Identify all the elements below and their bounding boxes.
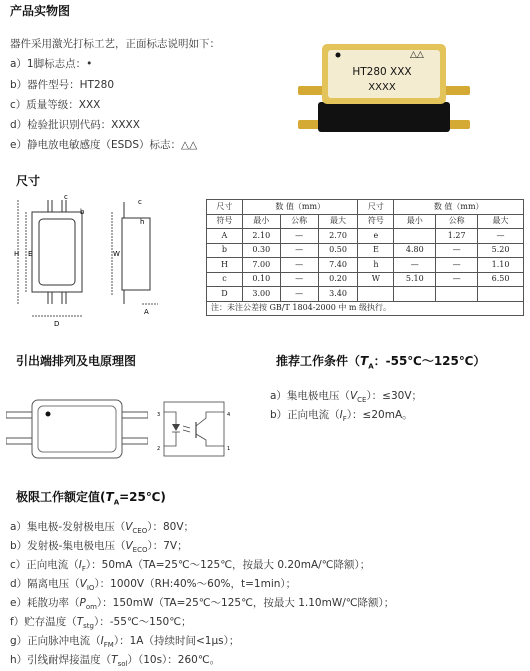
cell: —: [478, 229, 524, 244]
label-h: h: [140, 218, 145, 226]
head-sym-top-left: 尺寸: [207, 200, 243, 215]
cell: 0.50: [318, 243, 358, 258]
rating-pre: f）贮存温度（: [10, 616, 77, 628]
cell: —: [436, 258, 478, 273]
rating-line-f: [10, 614, 192, 630]
head-sym-top-right: 尺寸: [358, 200, 394, 215]
head-val-left: 数 值（mm）: [242, 200, 358, 215]
rating-post: ）（10s）：260℃。: [127, 654, 221, 666]
rating-pre: g）正向脉冲电流（: [10, 635, 101, 647]
rating-post: ）：1000V（RH:40%～60%，t=1min）；: [94, 578, 297, 590]
rating-post: ）：1A（持续时间<1μs）；: [113, 635, 240, 647]
cell: E: [358, 243, 394, 258]
rec-b-prefix: b）正向电流（: [270, 409, 340, 421]
rating-var: I: [100, 635, 104, 647]
label-b: b: [80, 208, 85, 216]
cell: W: [358, 272, 394, 287]
cell: [436, 287, 478, 302]
cell: 0.30: [242, 243, 280, 258]
product-item-e: e）静电放电敏感度（ESDS）标志：△△: [10, 139, 198, 151]
rating-pre: c）正向电流（: [10, 559, 79, 571]
rating-pre: h）引线耐焊接温度（: [10, 654, 112, 666]
recommended-title: [276, 352, 485, 370]
sub-nom-left: 公称: [280, 214, 318, 229]
product-item-a: a）1脚标志点：•: [10, 58, 93, 70]
cell: h: [358, 258, 394, 273]
ratings-title-suffix: =25℃): [119, 490, 166, 504]
chip-marking-line2: XXXX: [368, 82, 396, 93]
cell: [394, 287, 436, 302]
product-intro: 器件采用激光打标工艺，正面标志说明如下：: [10, 38, 220, 50]
cell: 2.70: [318, 229, 358, 244]
dimension-table: [206, 199, 524, 316]
rating-post: ）：7V；: [147, 540, 188, 552]
rec-a-sub: CE: [357, 396, 367, 405]
head-val-right: 数 值（mm）: [394, 200, 524, 215]
recommended-title-prefix: 推荐工作条件（: [276, 354, 361, 368]
table-row: [207, 243, 524, 258]
cell: 1.27: [436, 229, 478, 244]
rating-pre: a）集电极-发射极电压（: [10, 521, 126, 533]
label-E: E: [28, 250, 33, 258]
label-A: A: [144, 308, 149, 316]
rating-var: T: [111, 654, 118, 666]
table-row: [207, 287, 524, 302]
cell: c: [207, 272, 243, 287]
cell: 7.00: [242, 258, 280, 273]
label-H: H: [14, 250, 20, 258]
rating-post: ）：-55℃～150℃；: [93, 616, 192, 628]
cell: 2.10: [242, 229, 280, 244]
cell: —: [436, 243, 478, 258]
rec-a-prefix: a）集电极电压（: [270, 390, 350, 402]
rating-sub: IO: [86, 584, 95, 593]
rec-b-sub: F: [342, 415, 347, 424]
rec-b-suffix: ）：≤20mA。: [346, 409, 413, 421]
pinout-title: 引出端排列及电原理图: [16, 354, 137, 368]
cell: 7.40: [318, 258, 358, 273]
product-item-d: d）检验批识别代码：XXXX: [10, 119, 140, 131]
cell: —: [280, 229, 318, 244]
table-row: [207, 229, 524, 244]
rec-b-var: I: [339, 409, 343, 421]
sub-min-right: 最小: [394, 214, 436, 229]
recommended-title-var: T: [360, 354, 369, 368]
cell: 3.00: [242, 287, 280, 302]
product-item-c: c）质量等级：XXX: [10, 99, 101, 111]
table-row: [207, 258, 524, 273]
rating-pre: d）隔离电压（: [10, 578, 80, 590]
head-sym-bottom-left: 符号: [207, 214, 243, 229]
recommended-line-a: [270, 388, 422, 404]
recommended-title-suffix: ：-55℃～125℃）: [373, 354, 486, 368]
rating-var: I: [78, 559, 82, 571]
rating-sub: om: [85, 603, 97, 612]
sub-nom-right: 公称: [436, 214, 478, 229]
rating-var: V: [125, 540, 133, 552]
schematic-drawing: [156, 398, 232, 460]
cell: —: [436, 272, 478, 287]
cell: —: [280, 243, 318, 258]
rating-pre: b）发射极-集电极电压（: [10, 540, 126, 552]
chip-base: [318, 102, 450, 132]
rating-pre: e）耗散功率（: [10, 597, 80, 609]
rating-line-g: [10, 633, 239, 649]
rating-line-d: [10, 576, 296, 592]
cell: —: [280, 287, 318, 302]
rating-var: V: [125, 521, 133, 533]
rating-var: P: [79, 597, 86, 609]
recommended-line-b: [270, 407, 413, 423]
recommended-title-sub: A: [368, 362, 374, 371]
cell: 6.50: [478, 272, 524, 287]
top-view-body: [39, 219, 75, 285]
cell: 5.10: [394, 272, 436, 287]
side-view-body: [122, 218, 150, 290]
rating-sub: ECO: [132, 546, 148, 555]
head-sym-bottom-right: 符号: [358, 214, 394, 229]
label-W: W: [113, 250, 120, 258]
cell: —: [280, 258, 318, 273]
rating-post: ）：80V；: [147, 521, 195, 533]
cell: 4.80: [394, 243, 436, 258]
dimension-drawing: [12, 192, 162, 332]
rating-sub: FM: [103, 641, 114, 650]
sub-max-right: 最大: [478, 214, 524, 229]
cell: [358, 287, 394, 302]
rating-post: ）：150mW（TA=25℃～125℃，按最大 1.10mW/℃降额）；: [96, 597, 395, 609]
esds-mark: △△: [410, 50, 424, 60]
pin1-dot-icon: [46, 412, 51, 417]
cell: 3.40: [318, 287, 358, 302]
ratings-title-prefix: 极限工作额定值(: [16, 490, 106, 504]
cell: [394, 229, 436, 244]
dimensions-title: 尺寸: [16, 174, 41, 188]
chip-photo: [298, 40, 470, 142]
rating-line-a: [10, 519, 194, 535]
label-D: D: [54, 320, 60, 328]
rating-var: T: [76, 616, 84, 628]
ratings-title-var: T: [105, 490, 114, 504]
cell: e: [358, 229, 394, 244]
product-title: 产品实物图: [10, 4, 71, 18]
rating-line-h: [10, 652, 220, 668]
schematic-outline: [164, 402, 224, 456]
pin-3-label: 3: [157, 412, 161, 418]
rating-line-c: [10, 557, 370, 573]
cell: —: [280, 272, 318, 287]
table-note: 注：未注公差按 GB/T 1804-2000 中 m 级执行。: [207, 301, 524, 316]
rec-a-suffix: ）：≤30V；: [366, 390, 423, 402]
rating-sub: sol: [117, 660, 128, 669]
label-c: c: [64, 193, 68, 201]
rating-line-e: [10, 595, 394, 611]
rating-var: V: [79, 578, 87, 590]
cell: [478, 287, 524, 302]
rating-sub: CEO: [132, 527, 148, 536]
cell: 0.10: [242, 272, 280, 287]
label-c-side: c: [138, 198, 142, 206]
table-row: [207, 272, 524, 287]
cell: 5.20: [478, 243, 524, 258]
chip-marking-line1: HT280 XXX: [352, 66, 412, 78]
pinout-package-drawing: [6, 398, 148, 462]
cell: A: [207, 229, 243, 244]
rating-sub: F: [81, 565, 86, 574]
cell: 0.20: [318, 272, 358, 287]
pin-1-label: 1: [227, 446, 231, 452]
rating-line-b: [10, 538, 188, 554]
sub-min-left: 最小: [242, 214, 280, 229]
rec-a-var: V: [349, 390, 358, 402]
cell: D: [207, 287, 243, 302]
rating-post: ）：50mA（TA=25℃～125℃，按最大 0.20mA/℃降额）；: [85, 559, 371, 571]
pin-2-label: 2: [157, 446, 161, 452]
pin-4-label: 4: [227, 412, 231, 418]
pin1-dot-icon: [336, 53, 341, 58]
cell: b: [207, 243, 243, 258]
cell: —: [394, 258, 436, 273]
rating-sub: stg: [83, 622, 94, 631]
ratings-title-sub: A: [113, 498, 120, 507]
ratings-title: [16, 488, 166, 506]
sub-max-left: 最大: [318, 214, 358, 229]
cell: H: [207, 258, 243, 273]
cell: 1.10: [478, 258, 524, 273]
product-item-b: b）器件型号：HT280: [10, 79, 115, 91]
